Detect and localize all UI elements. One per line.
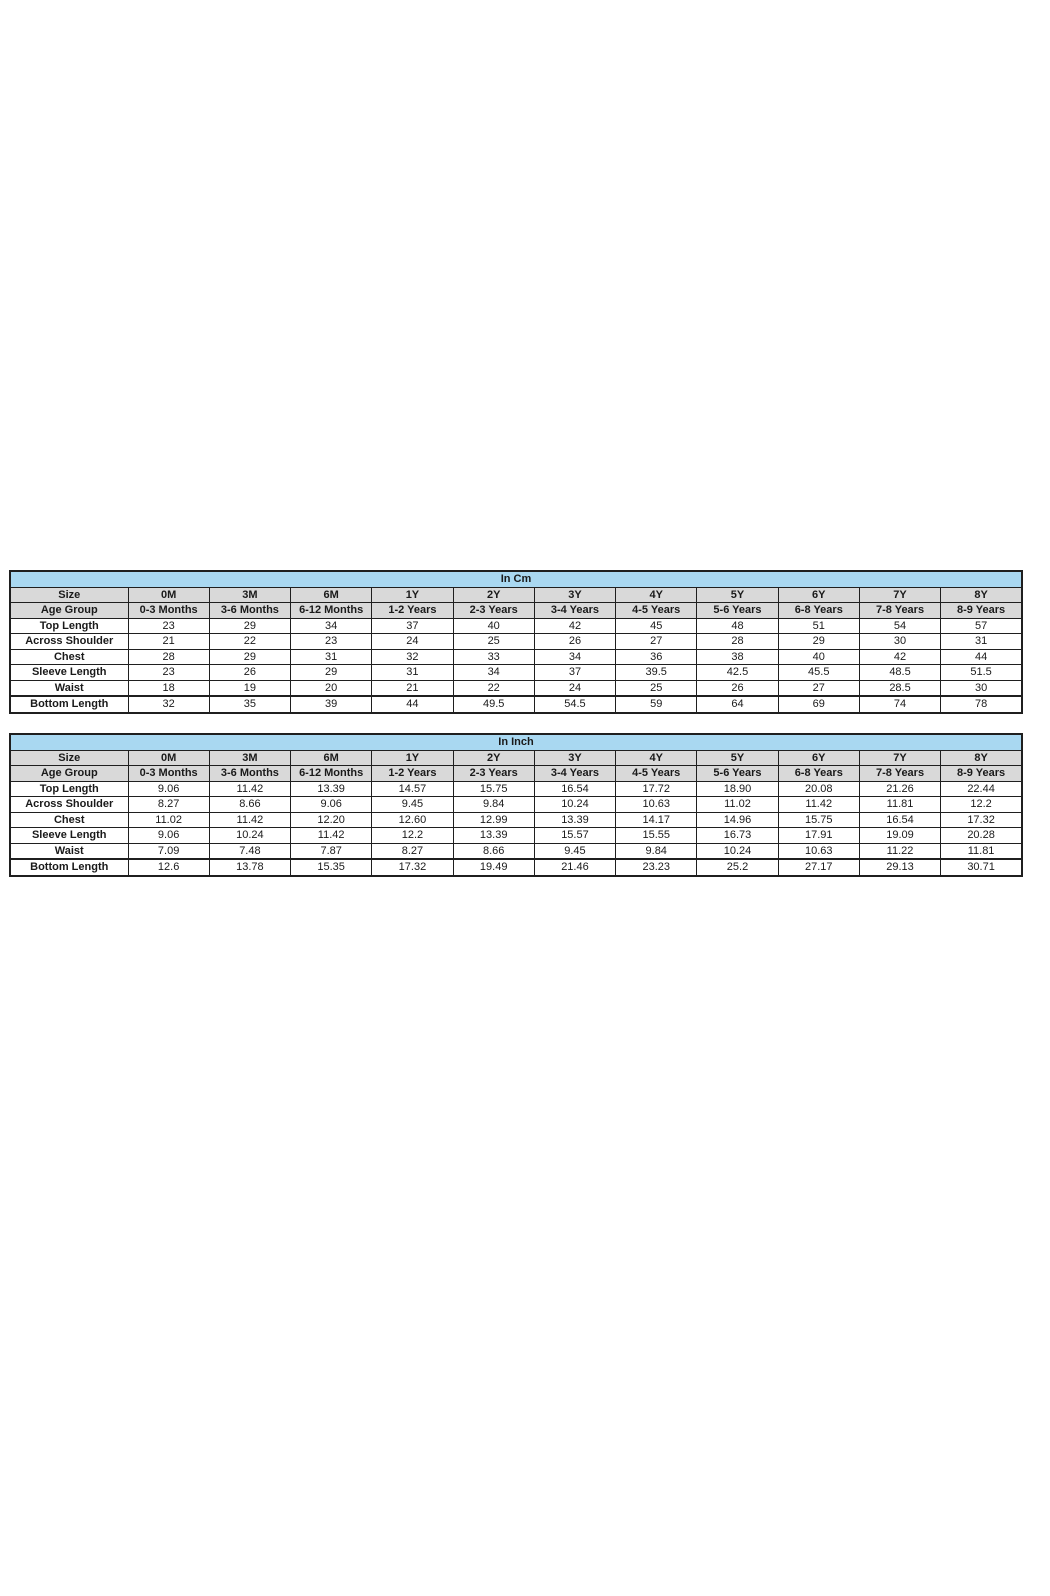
measurement-value-cell: 10.63 bbox=[616, 797, 697, 813]
measurement-value-cell: 48 bbox=[697, 618, 778, 634]
age-group-cell: 5-6 Years bbox=[697, 603, 778, 619]
measurement-value-cell: 23 bbox=[128, 665, 209, 681]
measurement-value-cell: 11.42 bbox=[291, 828, 372, 844]
age-group-cell: 0-3 Months bbox=[128, 766, 209, 782]
measurement-value-cell: 10.24 bbox=[697, 843, 778, 859]
measurement-value-cell: 29 bbox=[209, 649, 290, 665]
measurement-value-cell: 13.78 bbox=[209, 859, 290, 876]
size-cell: 2Y bbox=[453, 587, 534, 603]
age-group-cell: 8-9 Years bbox=[941, 603, 1022, 619]
size-cell: 8Y bbox=[941, 587, 1022, 603]
measurement-label: Top Length bbox=[10, 781, 128, 797]
size-header-row bbox=[10, 587, 1022, 603]
measurement-value-cell: 18 bbox=[128, 680, 209, 696]
age-group-cell: 1-2 Years bbox=[372, 766, 453, 782]
measurement-value-cell: 9.06 bbox=[291, 797, 372, 813]
measurement-label: Waist bbox=[10, 680, 128, 696]
measurement-value-cell: 31 bbox=[372, 665, 453, 681]
measurement-value-cell: 45 bbox=[616, 618, 697, 634]
measurement-value-cell: 13.39 bbox=[534, 812, 615, 828]
measurement-value-cell: 36 bbox=[616, 649, 697, 665]
measurement-row bbox=[10, 797, 1022, 813]
measurement-value-cell: 29 bbox=[209, 618, 290, 634]
measurement-value-cell: 28 bbox=[128, 649, 209, 665]
measurement-value-cell: 37 bbox=[534, 665, 615, 681]
measurement-value-cell: 31 bbox=[291, 649, 372, 665]
measurement-value-cell: 12.20 bbox=[291, 812, 372, 828]
size-cell: 1Y bbox=[372, 587, 453, 603]
table-title-row bbox=[10, 734, 1022, 750]
size-cell: 2Y bbox=[453, 750, 534, 766]
measurement-value-cell: 12.99 bbox=[453, 812, 534, 828]
measurement-label: Chest bbox=[10, 649, 128, 665]
size-cell: 5Y bbox=[697, 587, 778, 603]
age-group-cell: 2-3 Years bbox=[453, 766, 534, 782]
size-header-row bbox=[10, 750, 1022, 766]
measurement-value-cell: 51 bbox=[778, 618, 859, 634]
measurement-value-cell: 42 bbox=[859, 649, 940, 665]
measurement-label: Across Shoulder bbox=[10, 797, 128, 813]
measurement-value-cell: 11.22 bbox=[859, 843, 940, 859]
measurement-value-cell: 18.90 bbox=[697, 781, 778, 797]
measurement-value-cell: 51.5 bbox=[941, 665, 1022, 681]
size-cell: 5Y bbox=[697, 750, 778, 766]
size-cell: 3Y bbox=[534, 587, 615, 603]
measurement-value-cell: 9.06 bbox=[128, 828, 209, 844]
measurement-row bbox=[10, 649, 1022, 665]
measurement-value-cell: 40 bbox=[778, 649, 859, 665]
age-group-cell: 6-12 Months bbox=[291, 603, 372, 619]
measurement-row bbox=[10, 618, 1022, 634]
measurement-value-cell: 23.23 bbox=[616, 859, 697, 876]
age-group-cell: 1-2 Years bbox=[372, 603, 453, 619]
age-group-header-label: Age Group bbox=[10, 603, 128, 619]
age-group-cell: 0-3 Months bbox=[128, 603, 209, 619]
size-cell: 7Y bbox=[859, 587, 940, 603]
size-cell: 7Y bbox=[859, 750, 940, 766]
age-group-cell: 3-4 Years bbox=[534, 603, 615, 619]
measurement-label: Top Length bbox=[10, 618, 128, 634]
age-group-cell: 7-8 Years bbox=[859, 603, 940, 619]
measurement-value-cell: 39.5 bbox=[616, 665, 697, 681]
measurement-value-cell: 30 bbox=[859, 634, 940, 650]
measurement-value-cell: 15.57 bbox=[534, 828, 615, 844]
measurement-label: Sleeve Length bbox=[10, 828, 128, 844]
measurement-row bbox=[10, 665, 1022, 681]
measurement-value-cell: 54.5 bbox=[534, 696, 615, 713]
measurement-value-cell: 23 bbox=[291, 634, 372, 650]
measurement-value-cell: 15.75 bbox=[453, 781, 534, 797]
measurement-value-cell: 8.27 bbox=[128, 797, 209, 813]
measurement-value-cell: 49.5 bbox=[453, 696, 534, 713]
size-cell: 4Y bbox=[616, 750, 697, 766]
age-group-cell: 6-8 Years bbox=[778, 603, 859, 619]
measurement-value-cell: 8.27 bbox=[372, 843, 453, 859]
measurement-value-cell: 33 bbox=[453, 649, 534, 665]
measurement-value-cell: 11.02 bbox=[128, 812, 209, 828]
measurement-value-cell: 19.49 bbox=[453, 859, 534, 876]
measurement-value-cell: 37 bbox=[372, 618, 453, 634]
measurement-row bbox=[10, 634, 1022, 650]
measurement-value-cell: 26 bbox=[697, 680, 778, 696]
measurement-value-cell: 31 bbox=[941, 634, 1022, 650]
measurement-value-cell: 12.6 bbox=[128, 859, 209, 876]
measurement-value-cell: 17.72 bbox=[616, 781, 697, 797]
age-group-header-row bbox=[10, 766, 1022, 782]
measurement-value-cell: 11.42 bbox=[209, 781, 290, 797]
measurement-value-cell: 21.26 bbox=[859, 781, 940, 797]
size-cell: 1Y bbox=[372, 750, 453, 766]
measurement-value-cell: 11.42 bbox=[209, 812, 290, 828]
measurement-value-cell: 11.81 bbox=[859, 797, 940, 813]
age-group-cell: 8-9 Years bbox=[941, 766, 1022, 782]
measurement-value-cell: 24 bbox=[372, 634, 453, 650]
measurement-value-cell: 26 bbox=[209, 665, 290, 681]
measurement-value-cell: 8.66 bbox=[453, 843, 534, 859]
measurement-value-cell: 23 bbox=[128, 618, 209, 634]
size-cell: 4Y bbox=[616, 587, 697, 603]
size-cell: 3M bbox=[209, 750, 290, 766]
measurement-value-cell: 44 bbox=[372, 696, 453, 713]
age-group-cell: 3-6 Months bbox=[209, 603, 290, 619]
measurement-value-cell: 19.09 bbox=[859, 828, 940, 844]
age-group-header-row bbox=[10, 603, 1022, 619]
size-header-label: Size bbox=[10, 587, 128, 603]
size-cell: 6M bbox=[291, 587, 372, 603]
measurement-value-cell: 21.46 bbox=[534, 859, 615, 876]
measurement-row bbox=[10, 859, 1022, 876]
size-cell: 3M bbox=[209, 587, 290, 603]
measurement-value-cell: 11.81 bbox=[941, 843, 1022, 859]
measurement-value-cell: 12.60 bbox=[372, 812, 453, 828]
measurement-value-cell: 16.54 bbox=[859, 812, 940, 828]
table-title: In Inch bbox=[10, 734, 1022, 750]
measurement-value-cell: 40 bbox=[453, 618, 534, 634]
measurement-value-cell: 7.87 bbox=[291, 843, 372, 859]
measurement-value-cell: 14.17 bbox=[616, 812, 697, 828]
measurement-value-cell: 16.54 bbox=[534, 781, 615, 797]
size-cell: 8Y bbox=[941, 750, 1022, 766]
measurement-value-cell: 15.55 bbox=[616, 828, 697, 844]
measurement-row bbox=[10, 781, 1022, 797]
measurement-value-cell: 20.08 bbox=[778, 781, 859, 797]
table-title-row bbox=[10, 571, 1022, 587]
measurement-value-cell: 34 bbox=[453, 665, 534, 681]
measurement-value-cell: 24 bbox=[534, 680, 615, 696]
measurement-row bbox=[10, 696, 1022, 713]
age-group-cell: 4-5 Years bbox=[616, 766, 697, 782]
measurement-value-cell: 34 bbox=[534, 649, 615, 665]
age-group-header-label: Age Group bbox=[10, 766, 128, 782]
age-group-cell: 3-6 Months bbox=[209, 766, 290, 782]
measurement-value-cell: 7.09 bbox=[128, 843, 209, 859]
size-cell: 3Y bbox=[534, 750, 615, 766]
measurement-value-cell: 28 bbox=[697, 634, 778, 650]
measurement-value-cell: 25 bbox=[453, 634, 534, 650]
measurement-value-cell: 15.35 bbox=[291, 859, 372, 876]
size-cell: 6Y bbox=[778, 587, 859, 603]
measurement-value-cell: 25.2 bbox=[697, 859, 778, 876]
measurement-value-cell: 27.17 bbox=[778, 859, 859, 876]
table-title: In Cm bbox=[10, 571, 1022, 587]
size-cell: 6M bbox=[291, 750, 372, 766]
measurement-value-cell: 27 bbox=[616, 634, 697, 650]
measurement-value-cell: 26 bbox=[534, 634, 615, 650]
measurement-value-cell: 78 bbox=[941, 696, 1022, 713]
size-cell: 0M bbox=[128, 587, 209, 603]
measurement-value-cell: 21 bbox=[128, 634, 209, 650]
measurement-value-cell: 9.45 bbox=[372, 797, 453, 813]
measurement-value-cell: 17.32 bbox=[372, 859, 453, 876]
measurement-value-cell: 45.5 bbox=[778, 665, 859, 681]
measurement-row bbox=[10, 843, 1022, 859]
measurement-value-cell: 9.06 bbox=[128, 781, 209, 797]
age-group-cell: 2-3 Years bbox=[453, 603, 534, 619]
measurement-value-cell: 20.28 bbox=[941, 828, 1022, 844]
measurement-value-cell: 13.39 bbox=[453, 828, 534, 844]
measurement-value-cell: 32 bbox=[372, 649, 453, 665]
measurement-value-cell: 14.96 bbox=[697, 812, 778, 828]
measurement-value-cell: 57 bbox=[941, 618, 1022, 634]
measurement-value-cell: 10.24 bbox=[534, 797, 615, 813]
measurement-value-cell: 14.57 bbox=[372, 781, 453, 797]
measurement-value-cell: 9.45 bbox=[534, 843, 615, 859]
measurement-value-cell: 38 bbox=[697, 649, 778, 665]
measurement-value-cell: 13.39 bbox=[291, 781, 372, 797]
measurement-value-cell: 29 bbox=[778, 634, 859, 650]
measurement-value-cell: 42 bbox=[534, 618, 615, 634]
measurement-value-cell: 32 bbox=[128, 696, 209, 713]
measurement-value-cell: 21 bbox=[372, 680, 453, 696]
age-group-cell: 6-8 Years bbox=[778, 766, 859, 782]
measurement-value-cell: 11.02 bbox=[697, 797, 778, 813]
measurement-row bbox=[10, 828, 1022, 844]
measurement-value-cell: 35 bbox=[209, 696, 290, 713]
size-table-inch bbox=[9, 733, 1023, 877]
measurement-value-cell: 11.42 bbox=[778, 797, 859, 813]
measurement-value-cell: 27 bbox=[778, 680, 859, 696]
measurement-label: Chest bbox=[10, 812, 128, 828]
measurement-value-cell: 29.13 bbox=[859, 859, 940, 876]
age-group-cell: 3-4 Years bbox=[534, 766, 615, 782]
measurement-value-cell: 19 bbox=[209, 680, 290, 696]
measurement-value-cell: 28.5 bbox=[859, 680, 940, 696]
age-group-cell: 7-8 Years bbox=[859, 766, 940, 782]
measurement-value-cell: 17.32 bbox=[941, 812, 1022, 828]
measurement-value-cell: 30 bbox=[941, 680, 1022, 696]
measurement-value-cell: 48.5 bbox=[859, 665, 940, 681]
measurement-value-cell: 59 bbox=[616, 696, 697, 713]
measurement-value-cell: 20 bbox=[291, 680, 372, 696]
measurement-label: Waist bbox=[10, 843, 128, 859]
measurement-value-cell: 64 bbox=[697, 696, 778, 713]
measurement-value-cell: 22 bbox=[453, 680, 534, 696]
age-group-cell: 6-12 Months bbox=[291, 766, 372, 782]
measurement-value-cell: 30.71 bbox=[941, 859, 1022, 876]
measurement-value-cell: 22.44 bbox=[941, 781, 1022, 797]
measurement-value-cell: 29 bbox=[291, 665, 372, 681]
size-cell: 6Y bbox=[778, 750, 859, 766]
measurement-value-cell: 7.48 bbox=[209, 843, 290, 859]
measurement-value-cell: 74 bbox=[859, 696, 940, 713]
measurement-label: Bottom Length bbox=[10, 859, 128, 876]
measurement-label: Sleeve Length bbox=[10, 665, 128, 681]
size-header-label: Size bbox=[10, 750, 128, 766]
measurement-value-cell: 34 bbox=[291, 618, 372, 634]
measurement-value-cell: 17.91 bbox=[778, 828, 859, 844]
measurement-value-cell: 10.24 bbox=[209, 828, 290, 844]
measurement-value-cell: 12.2 bbox=[372, 828, 453, 844]
measurement-value-cell: 10.63 bbox=[778, 843, 859, 859]
age-group-cell: 4-5 Years bbox=[616, 603, 697, 619]
measurement-value-cell: 12.2 bbox=[941, 797, 1022, 813]
measurement-value-cell: 39 bbox=[291, 696, 372, 713]
measurement-label: Bottom Length bbox=[10, 696, 128, 713]
measurement-value-cell: 54 bbox=[859, 618, 940, 634]
measurement-label: Across Shoulder bbox=[10, 634, 128, 650]
measurement-value-cell: 9.84 bbox=[616, 843, 697, 859]
measurement-value-cell: 69 bbox=[778, 696, 859, 713]
measurement-value-cell: 22 bbox=[209, 634, 290, 650]
measurement-value-cell: 8.66 bbox=[209, 797, 290, 813]
size-cell: 0M bbox=[128, 750, 209, 766]
measurement-row bbox=[10, 680, 1022, 696]
measurement-value-cell: 15.75 bbox=[778, 812, 859, 828]
measurement-value-cell: 44 bbox=[941, 649, 1022, 665]
measurement-value-cell: 42.5 bbox=[697, 665, 778, 681]
measurement-value-cell: 16.73 bbox=[697, 828, 778, 844]
measurement-value-cell: 9.84 bbox=[453, 797, 534, 813]
measurement-row bbox=[10, 812, 1022, 828]
age-group-cell: 5-6 Years bbox=[697, 766, 778, 782]
size-table-cm bbox=[9, 570, 1023, 714]
measurement-value-cell: 25 bbox=[616, 680, 697, 696]
